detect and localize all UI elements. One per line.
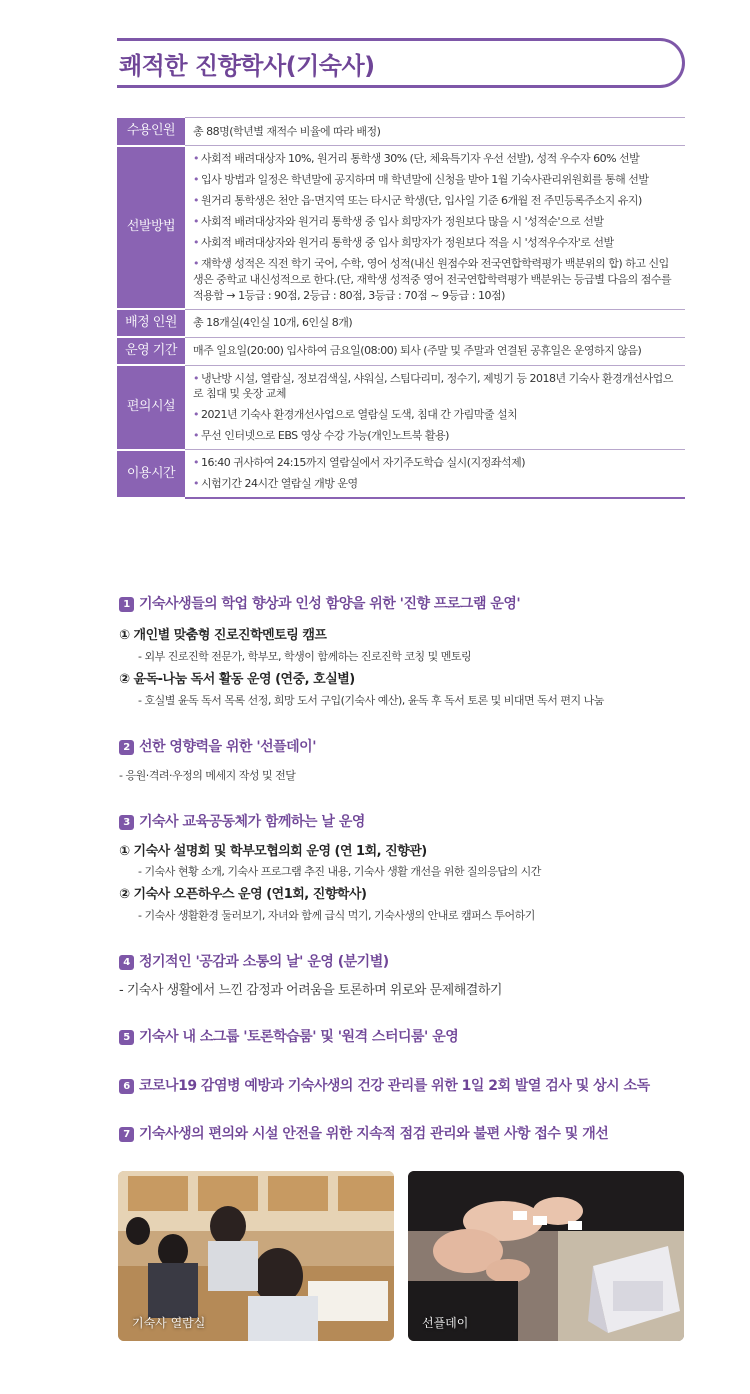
list-item: • 냉난방 시설, 열람실, 정보검색실, 샤워실, 스팀다리미, 정수기, 제빙기 등 2018년 기숙사 환경개선사업으로 침대 및 옷장 교체 bbox=[193, 371, 673, 401]
sunflday-photo bbox=[408, 1171, 684, 1341]
section-4-desc: - 기숙사 생활에서 느낀 감정과 어려움을 토론하며 위로와 문제해결하기 bbox=[119, 983, 502, 998]
table-row bbox=[117, 337, 685, 365]
row-label: 운영 기간 bbox=[117, 337, 185, 365]
sunflday-caption: 선플데이 bbox=[422, 1316, 469, 1330]
row-label: 수용인원 bbox=[117, 118, 185, 146]
section-3-desc-1: - 기숙사 현황 소개, 기숙사 프로그램 추진 내용, 기숙사 생활 개선을 위한 질의응답의 시간 bbox=[138, 865, 541, 878]
table-row bbox=[117, 309, 685, 337]
section-3-desc-2: - 기숙사 생활환경 둘러보기, 자녀와 함께 급식 먹기, 기숙사생의 안내로 캠퍼스 투어하기 bbox=[138, 909, 535, 922]
section-7-title: 7 기숙사생의 편의와 시설 안전을 위한 지속적 점검 관리와 불편 사항 접수 및 개선 bbox=[119, 1123, 608, 1143]
section-3-sub-1: ① 기숙사 설명회 및 학부모협의회 운영 (연 1회, 진향관) bbox=[119, 844, 427, 859]
list-item: • 사회적 배려대상자와 원거리 통학생 중 입사 희망자가 정원보다 많을 시 '성적순'으로 선발 bbox=[193, 214, 604, 228]
section-5-title: 5 기숙사 내 소그룹 '토론학습룸' 및 '원격 스터디룸' 운영 bbox=[119, 1026, 458, 1046]
study-room-photo bbox=[118, 1171, 394, 1341]
list-item: • 입사 방법과 일정은 학년말에 공지하며 매 학년말에 신청을 받아 1월 기숙사관리위원회를 통해 선발 bbox=[193, 172, 649, 186]
section-4-title: 4 정기적인 '공감과 소통의 날' 운영 (분기별) bbox=[119, 951, 389, 971]
section-2-title: 2 선한 영향력을 위한 '선플데이' bbox=[119, 736, 316, 756]
section-2-desc: - 응원·격려·우정의 메세지 작성 및 전달 bbox=[119, 769, 296, 782]
section-3-sub-2: ② 기숙사 오픈하우스 운영 (연1회, 진향학사) bbox=[119, 887, 367, 902]
page-title: 쾌적한 진향학사(기숙사) bbox=[119, 52, 375, 80]
row-value: 총 88명(학년별 재적수 비율에 따라 배정) bbox=[185, 118, 685, 146]
list-item: • 2021년 기숙사 환경개선사업으로 열람실 도색, 침대 간 가림막줄 설치 bbox=[193, 408, 518, 422]
section-1-desc-2: - 호실별 윤독 독서 목록 선정, 희망 도서 구입(기숙사 예산), 윤독 후 독서 토론 및 비대면 독서 편지 나눔 bbox=[138, 694, 604, 707]
section-6-title: 6 코로나19 감염병 예방과 기숙사생의 건강 관리를 위한 1일 2회 발열 검사 및 상시 소독 bbox=[119, 1075, 650, 1095]
info-table bbox=[117, 117, 685, 499]
row-label: 선발방법 bbox=[117, 146, 185, 310]
section-1-title: 1 기숙사생들의 학업 향상과 인성 함양을 위한 '진향 프로그램 운영' bbox=[119, 593, 520, 613]
table-row bbox=[117, 118, 685, 146]
row-value bbox=[185, 450, 685, 498]
row-label: 배정 인원 bbox=[117, 309, 185, 337]
list-item: • 원거리 통학생은 천안 읍·면지역 또는 타시군 학생(단, 입사일 기준 6개월 전 주민등록주소지 유지) bbox=[193, 193, 642, 207]
section-1-sub-2: ② 윤독-나눔 독서 활동 운영 (연중, 호실별) bbox=[119, 672, 355, 687]
list-item: • 사회적 배려대상자 10%, 원거리 통학생 30% (단, 체육특기자 우선 선발), 성적 우수자 60% 선발 bbox=[193, 152, 640, 165]
title-block bbox=[117, 38, 685, 88]
list-item: • 무선 인터넷으로 EBS 영상 수강 가능(개인노트북 활용) bbox=[193, 429, 449, 443]
table-row bbox=[117, 365, 685, 450]
table-row bbox=[117, 146, 685, 310]
list-item: • 재학생 성적은 직전 학기 국어, 수학, 영어 성적(내신 원점수와 전국연합학력평가 백분위의 합) 하고 신입생은 중학교 내신성적으로 한다.(단, 재학생 성적중 영어 전국연합학력평가 백분위는 등급별 다음의 점수를 적용함 → 1등급 : 90점, 2등급 : 80점, 3등급 : 70점 ~ 9등급 : 10점) bbox=[193, 256, 672, 302]
section-1-desc-1: - 외부 진로진학 전문가, 학부모, 학생이 함께하는 진로진학 코칭 및 멘토링 bbox=[138, 650, 472, 663]
list-item: • 사회적 배려대상자와 원거리 통학생 중 입사 희망자가 정원보다 적을 시 '성적우수자'로 선발 bbox=[193, 235, 614, 249]
row-value bbox=[185, 146, 685, 310]
row-label: 이용시간 bbox=[117, 450, 185, 498]
row-value: 매주 일요일(20:00) 입사하여 금요일(08:00) 퇴사 (주말 및 주말과 연결된 공휴일은 운영하지 않음) bbox=[185, 337, 685, 365]
row-value: 총 18개실(4인실 10개, 6인실 8개) bbox=[185, 309, 685, 337]
list-item: • 시험기간 24시간 열람실 개방 운영 bbox=[193, 477, 358, 491]
list-item: • 16:40 귀사하여 24:15까지 열람실에서 자기주도학습 실시(지정좌석제) bbox=[193, 456, 525, 470]
table-row bbox=[117, 450, 685, 498]
study-room-caption: 기숙사 열람실 bbox=[132, 1316, 206, 1330]
section-3-title: 3 기숙사 교육공동체가 함께하는 날 운영 bbox=[119, 811, 365, 831]
row-value bbox=[185, 365, 685, 450]
section-1-sub-1: ① 개인별 맞춤형 진로진학멘토링 캠프 bbox=[119, 628, 327, 643]
row-label: 편의시설 bbox=[117, 365, 185, 450]
